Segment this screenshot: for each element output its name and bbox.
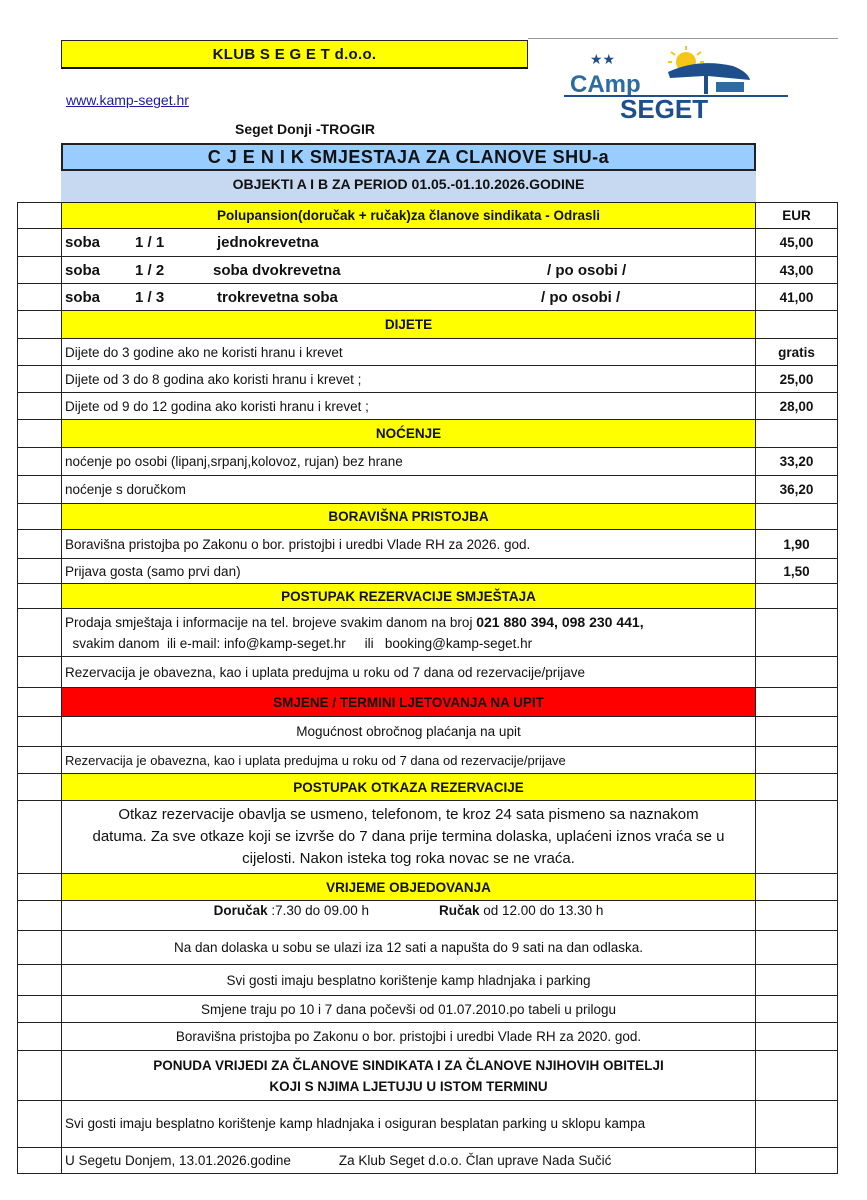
table-row [18, 747, 838, 774]
room-note: / po osobi / [547, 261, 627, 279]
room-label: soba [65, 234, 101, 251]
lunch-time: od 12.00 do 13.30 h [479, 903, 604, 918]
row-label: noćenje s doručkom [62, 476, 756, 504]
price: 33,20 [756, 448, 838, 476]
logo-text-seget: SEGET [620, 94, 709, 120]
table-row [18, 1023, 838, 1051]
logo-text-camp: CAmp [570, 71, 641, 98]
page-subtitle: OBJEKTI A I B ZA PERIOD 01.05.-01.10.2026.GODINE [61, 171, 756, 202]
section-header-row [18, 774, 838, 801]
section-header-nocenje: NOĆENJE [62, 420, 756, 448]
room-type: jednokrevetna [217, 234, 319, 251]
section-header-otkaz: POSTUPAK OTKAZA REZERVACIJE [62, 774, 756, 801]
table-row [18, 284, 838, 311]
section-header-rezervacija: POSTUPAK REZERVACIJE SMJEŠTAJA [62, 584, 756, 609]
reservation-info [62, 609, 756, 657]
breakfast-time: :7.30 do 09.00 h [267, 903, 369, 918]
header-rule [528, 38, 838, 39]
footer-row [18, 1148, 838, 1174]
currency-header: EUR [756, 203, 838, 229]
table-row [18, 965, 838, 996]
price: 1,90 [756, 530, 838, 559]
installments-note: Mogućnost obročnog plaćanja na upit [62, 717, 756, 747]
info-text: Prodaja smještaja i informacije na tel. brojeve svakim danom na broj [65, 614, 477, 630]
table-row [18, 257, 838, 284]
room-label: soba [65, 261, 101, 279]
room-note: / po osobi / [541, 288, 621, 306]
row-label: Rezervacija je obavezna, kao i uplata predujma u roku od 7 dana od rezervacije/prijave [62, 747, 756, 774]
meal-times [62, 901, 756, 931]
table-row [18, 1051, 838, 1101]
note: Boravišna pristojba po Zakonu o bor. pristojbi i uredbi Vlade RH za 2020. god. [62, 1023, 756, 1051]
email-info[interactable]: info@kamp-seget.hr [224, 635, 346, 651]
signature: Za Klub Seget d.o.o. Član uprave Nada Sučić [338, 1153, 612, 1168]
table-row [18, 801, 838, 874]
breakfast-label: Doručak [213, 903, 268, 918]
room-type: trokrevetna soba [217, 288, 338, 306]
table-row [18, 609, 838, 657]
row-label: Dijete od 3 do 8 godina ako koristi hranu i krevet ; [62, 366, 756, 393]
section-header-row [18, 420, 838, 448]
table-row [18, 366, 838, 393]
row-label: Prijava gosta (samo prvi dan) [62, 559, 756, 584]
offer-note: PONUDA VRIJEDI ZA ČLANOVE SINDIKATA I ZA ČLANOVE NJIHOVIH OBITELJI KOJI S NJIMA LJETUJU U ISTOM TERMINU [62, 1051, 756, 1101]
table-row [18, 530, 838, 559]
row-label: Rezervacija je obavezna, kao i uplata predujma u roku od 7 dana od rezervacije/prijave [62, 657, 756, 688]
section-header-polupansion: Polupansion(doručak + ručak)za članove sindikata - Odrasli [62, 203, 756, 229]
price: 41,00 [756, 284, 838, 311]
footer [62, 1148, 756, 1174]
info-text: ili [345, 635, 385, 651]
logo-stars: ★★ [590, 52, 616, 68]
parking-note: Svi gosti imaju besplatno korištenje kamp hladnjaka i osiguran besplatan parking u sklopu kampa [62, 1101, 756, 1148]
place-date: U Segetu Donjem, 13.01.2026.godine [65, 1153, 291, 1168]
cancellation-text: Otkaz rezervacije obavlja se usmeno, telefonom, te kroz 24 sata pismeno sa naznakom datuma. Za sve otkaze koji se izvrše do 7 dana prije termina dolaska, uplaćeni iznos vraća se u cijelosti. Nakon isteka tog roka novac se ne vraća. [62, 801, 756, 874]
email-booking[interactable]: booking@kamp-seget.hr [384, 635, 533, 651]
table-row [18, 559, 838, 584]
company-name: KLUB S E G E T d.o.o. [61, 40, 528, 69]
table-row [18, 717, 838, 747]
section-header-row [18, 203, 838, 229]
price-table [17, 202, 838, 1174]
camp-seget-logo [558, 46, 798, 120]
info-text: svakim danom ili e-mail: [65, 635, 225, 651]
price: 28,00 [756, 393, 838, 420]
section-header-dijete: DIJETE [62, 311, 756, 339]
table-row [18, 1101, 838, 1148]
price: 1,50 [756, 559, 838, 584]
room-type: soba dvokrevetna [213, 261, 341, 279]
room-code: 1 / 3 [135, 288, 165, 306]
section-header-smjene: SMJENE / TERMINI LJETOVANJA NA UPIT [62, 688, 756, 717]
location: Seget Donji -TROGIR [235, 121, 375, 137]
row-label: Dijete do 3 godine ako ne koristi hranu i krevet [62, 339, 756, 366]
room-label: soba [65, 288, 101, 306]
room-code: 1 / 1 [135, 234, 165, 251]
note: Na dan dolaska u sobu se ulazi iza 12 sati a napušta do 9 sati na dan odlaska. [62, 931, 756, 965]
section-header-objedovanje: VRIJEME OBJEDOVANJA [62, 874, 756, 901]
table-row [18, 476, 838, 504]
table-row [18, 657, 838, 688]
room-code: 1 / 2 [135, 261, 165, 279]
phone-numbers: 021 880 394, 098 230 441, [476, 613, 644, 630]
row-label: noćenje po osobi (lipanj,srpanj,kolovoz, rujan) bez hrane [62, 448, 756, 476]
row-label: Dijete od 9 do 12 godina ako koristi hranu i krevet ; [62, 393, 756, 420]
price: 25,00 [756, 366, 838, 393]
page-title: C J E N I K SMJESTAJA ZA CLANOVE SHU-a [61, 143, 756, 171]
table-row [18, 229, 838, 257]
note: Svi gosti imaju besplatno korištenje kamp hladnjaka i parking [62, 965, 756, 996]
price: 45,00 [756, 229, 838, 257]
price: gratis [756, 339, 838, 366]
section-header-row [18, 584, 838, 609]
section-header-row [18, 504, 838, 530]
table-row [18, 393, 838, 420]
section-header-row [18, 311, 838, 339]
price: 43,00 [756, 257, 838, 284]
table-row [18, 996, 838, 1023]
table-row [18, 339, 838, 366]
lunch-label: Ručak [438, 903, 480, 918]
row-label: Boravišna pristojba po Zakonu o bor. pristojbi i uredbi Vlade RH za 2026. god. [62, 530, 756, 559]
website-link[interactable]: www.kamp-seget.hr [66, 92, 189, 108]
table-row [18, 901, 838, 931]
section-header-row [18, 688, 838, 717]
table-row [18, 448, 838, 476]
note: Smjene traju po 10 i 7 dana počevši od 01.07.2010.po tabeli u prilogu [62, 996, 756, 1023]
section-header-row [18, 874, 838, 901]
price: 36,20 [756, 476, 838, 504]
section-header-pristojba: BORAVIŠNA PRISTOJBA [62, 504, 756, 530]
table-row [18, 931, 838, 965]
